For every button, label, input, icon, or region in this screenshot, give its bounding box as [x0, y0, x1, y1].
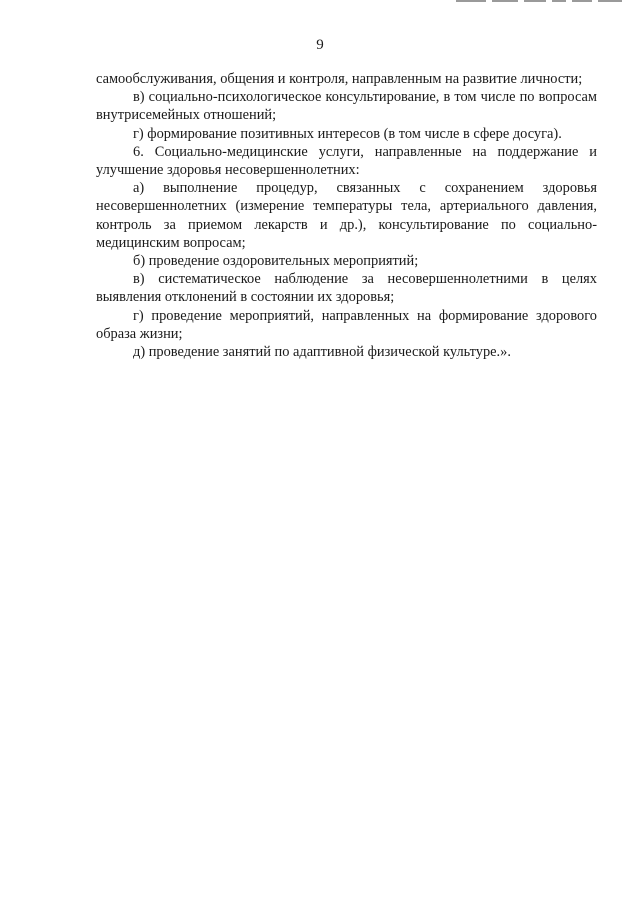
page-number: 9	[316, 37, 324, 53]
paragraph-item-d-physical: д) проведение занятий по адаптивной физической культуре.».	[133, 344, 511, 361]
paragraph-item-a-procedures: а) выполнение процедур, связанных с сохранением здоровья несовершеннолетних (измерение температуры тела, артериального давления, контроль за приемом лекарств и др.), консультирование по социально-медицинским вопросам;	[96, 180, 597, 251]
paragraph-section-6: 6. Социально-медицинские услуги, направленные на поддержание и улучшение здоровья несовершеннолетних:	[96, 143, 597, 179]
paragraph-item-b-health: б) проведение оздоровительных мероприятий;	[133, 253, 419, 270]
paragraph-item-g-lifestyle: г) проведение мероприятий, направленных на формирование здорового образа жизни;	[96, 307, 597, 342]
scan-artifact-marks	[456, 0, 622, 3]
paragraph-continuation: самообслуживания, общения и контроля, направленным на развитие личности;	[96, 71, 583, 87]
paragraph-item-v-observation: в) систематическое наблюдение за несовершеннолетними в целях выявления отклонений в состоянии их здоровья;	[96, 271, 597, 306]
paragraph-item-g-interests: г) формирование позитивных интересов (в том числе в сфере досуга).	[133, 125, 562, 142]
document-body	[96, 70, 597, 361]
paragraph-item-v-psych: в) социально-психологическое консультирование, в том числе по вопросам внутрисемейных отношений;	[96, 89, 597, 124]
